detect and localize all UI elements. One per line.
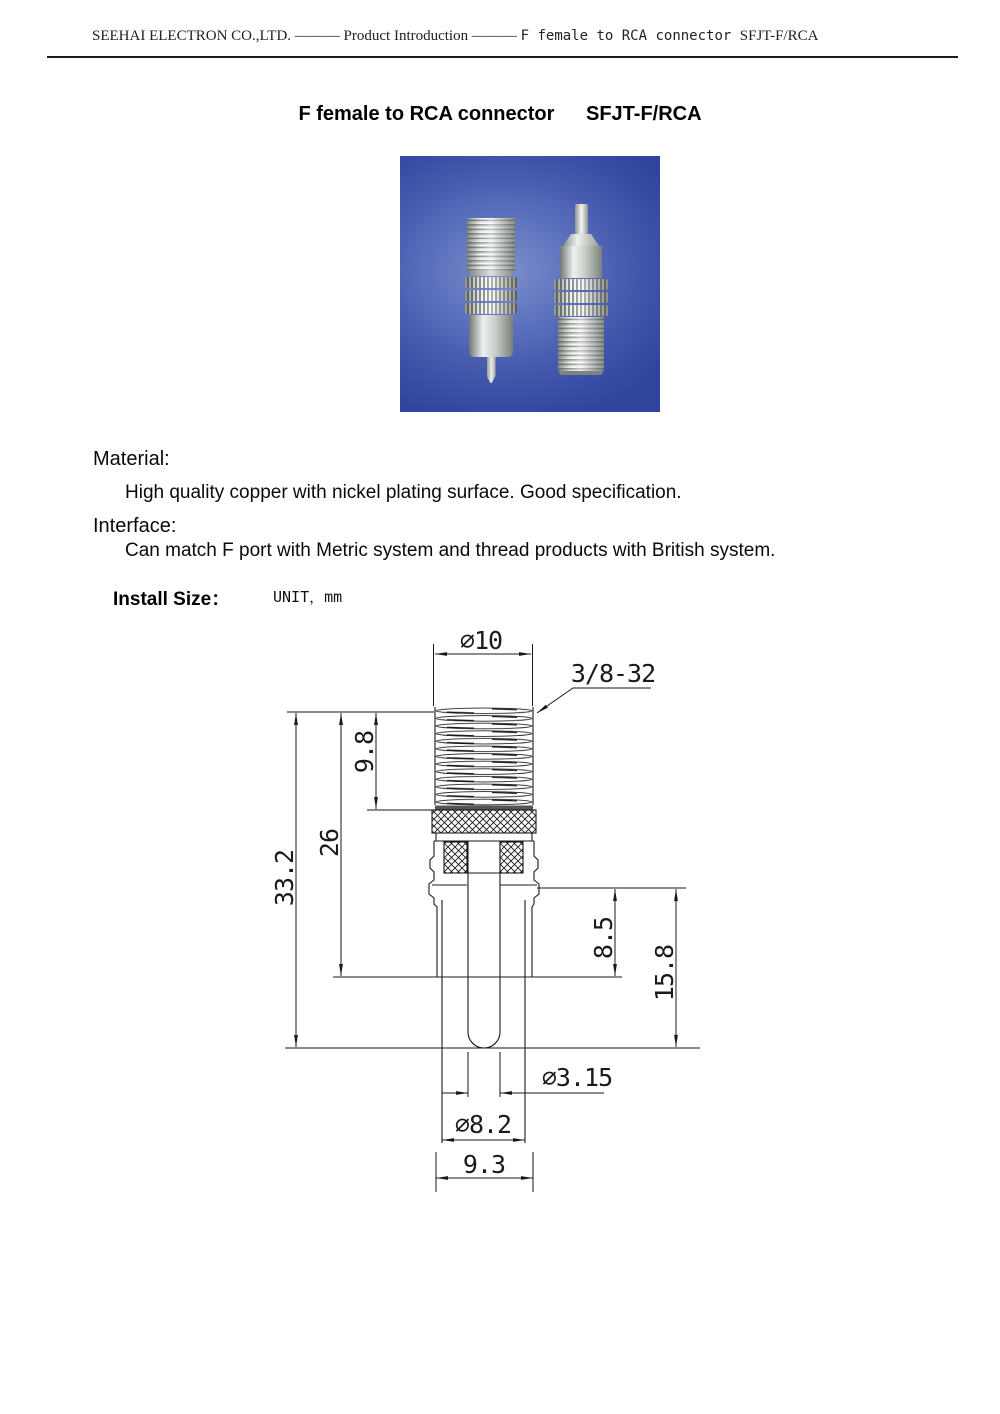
label-bore-diameter: ∅8.2 — [454, 1110, 512, 1139]
inner-wall-lines — [442, 900, 525, 1143]
page-header — [92, 28, 818, 45]
label-thread-spec: 3/8-32 — [570, 659, 656, 688]
connector-knurl-ring — [465, 303, 517, 314]
connector-knurl-ring — [554, 305, 608, 316]
header-separator: ——— — [471, 28, 517, 44]
knurl-band — [432, 810, 536, 833]
interface-text: Can match F port with Metric system and thread products with British system. — [125, 540, 776, 561]
thread-runout-band — [435, 806, 533, 811]
connector-knurl-ring — [554, 292, 608, 303]
header-separator: ——— — [294, 28, 340, 44]
collar-band — [434, 833, 534, 841]
label-sleeve-depth: 8.5 — [589, 916, 618, 960]
product-photo — [400, 156, 660, 412]
thread-spec-leader — [537, 688, 651, 713]
insulator-hatch-left — [444, 842, 467, 873]
label-lower-length: 15.8 — [650, 944, 679, 1002]
connector-knurl-ring — [465, 277, 517, 288]
connector-right — [552, 204, 610, 375]
header-model-code: SFJT-F/RCA — [739, 28, 819, 44]
connector-rca-pin — [575, 204, 588, 234]
label-total-length: 33.2 — [270, 849, 299, 907]
connector-knurl-ring — [465, 290, 517, 301]
connector-base-edge — [559, 371, 603, 375]
connector-shoulder — [563, 234, 599, 246]
connector-center-pin — [487, 357, 496, 383]
label-body-width: 9.3 — [462, 1150, 506, 1179]
install-size-label: Install Size： — [113, 589, 231, 610]
connector-left — [464, 218, 518, 383]
label-pin-diameter: ∅3.15 — [541, 1063, 613, 1092]
thread-section — [435, 707, 533, 806]
material-text: High quality copper with nickel plating surface. Good specification. — [125, 482, 682, 503]
label-top-diameter: ∅10 — [459, 626, 503, 655]
center-pin-outline — [468, 841, 500, 1048]
page-title — [0, 103, 1000, 126]
connector-neck — [470, 271, 512, 276]
connector-body — [469, 315, 513, 357]
title-product: F female to RCA connector — [298, 103, 555, 125]
connector-thread-section — [467, 218, 515, 271]
install-size-drawing — [0, 615, 1000, 1215]
connector-knurl-ring — [554, 279, 608, 290]
doc-type: Product Introduction — [343, 28, 472, 44]
label-thread-length: 9.8 — [350, 730, 379, 774]
connector-body — [560, 246, 602, 278]
interface-label: Interface: — [93, 515, 177, 537]
connector-thread-section — [558, 317, 604, 371]
header-rule — [47, 56, 958, 58]
company-name: SEEHAI ELECTRON CO.,LTD. — [92, 28, 295, 44]
title-model: SFJT-F/RCA — [585, 103, 702, 125]
header-product-name: F female to RCA connector — [520, 28, 740, 44]
insulator-hatch-right — [500, 842, 523, 873]
connector-side-view — [429, 707, 539, 1143]
unit-note: UNIT，mm — [273, 588, 343, 606]
material-label: Material: — [93, 448, 170, 470]
label-upper-body-length: 26 — [315, 828, 344, 858]
